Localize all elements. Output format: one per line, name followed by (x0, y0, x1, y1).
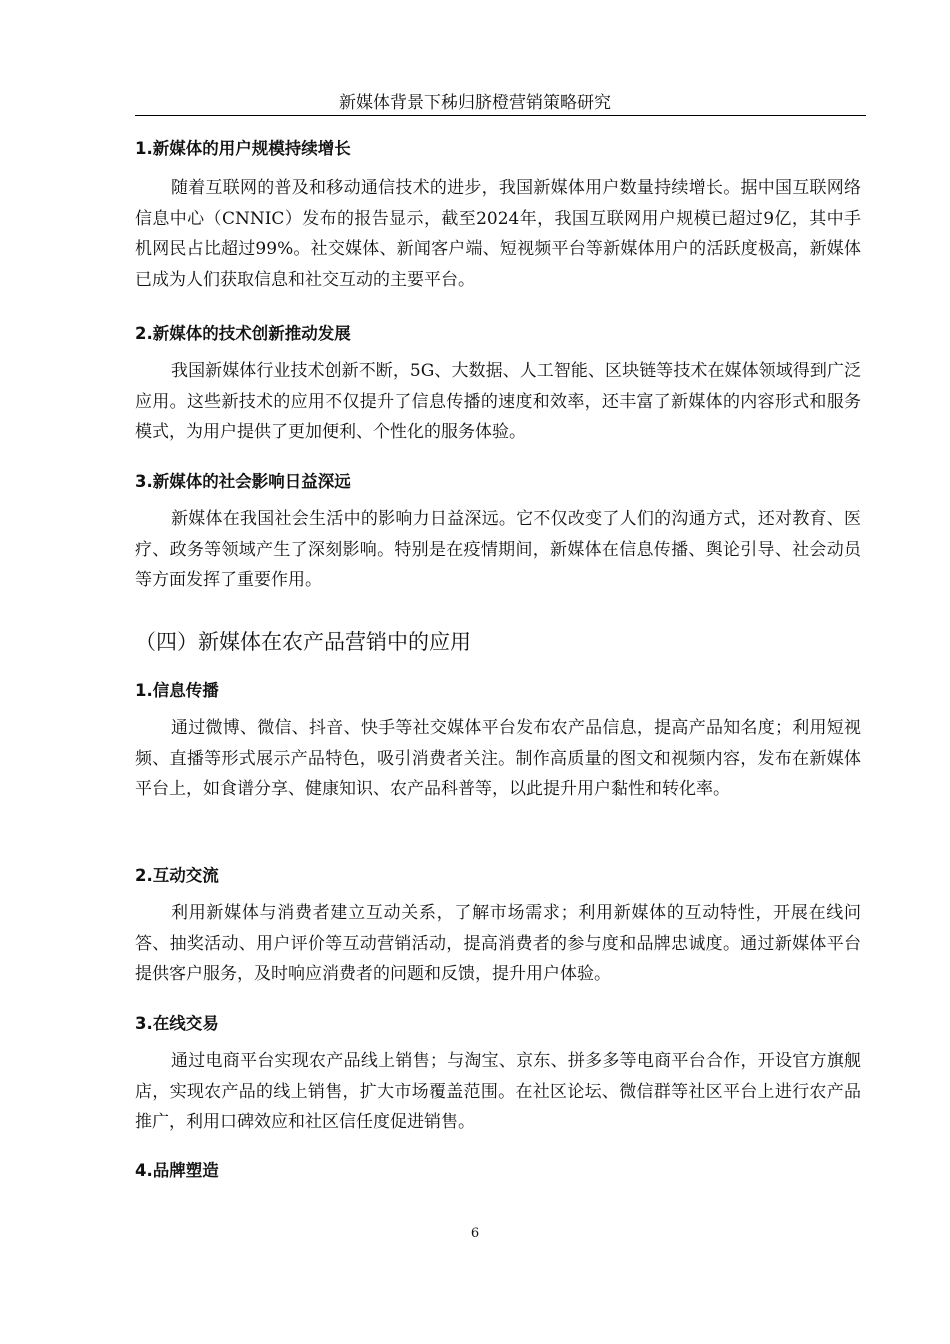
page-number: 6 (470, 1226, 480, 1241)
chapter-heading: （四）新媒体在农产品营销中的应用 (135, 630, 471, 654)
paragraph-online-trade: 通过电商平台实现农产品线上销售；与淘宝、京东、拼多多等电商平台合作，开设官方旗舰店，实现农产品的线上销售，扩大市场覆盖范围。在社区论坛、微信群等社区平台上进行农产品推广，利用口碑效应和社区信任度促进销售。 (135, 1051, 861, 1133)
section-heading-brand-building: 4.品牌塑造 (135, 1161, 219, 1180)
paragraph-user-scale: 随着互联网的普及和移动通信技术的进步，我国新媒体用户数量持续增长。据中国互联网络信息中心（CNNIC）发布的报告显示，截至2024年，我国互联网用户规模已超过9亿，其中手机网民占比超过99%。社交媒体、新闻客户端、短视频平台等新媒体用户的活跃度极高，新媒体已成为人们获取信息和社交互动的主要平台。 (135, 178, 861, 291)
header-divider (135, 115, 866, 116)
paragraph-interaction: 利用新媒体与消费者建立互动关系，了解市场需求；利用新媒体的互动特性，开展在线问答、抽奖活动、用户评价等互动营销活动，提高消费者的参与度和品牌忠诚度。通过新媒体平台提供客户服务，及时响应消费者的问题和反馈，提升用户体验。 (135, 903, 861, 985)
paragraph-social-impact: 新媒体在我国社会生活中的影响力日益深远。它不仅改变了人们的沟通方式，还对教育、医疗、政务等领域产生了深刻影响。特别是在疫情期间，新媒体在信息传播、舆论引导、社会动员等方面发挥了重要作用。 (135, 509, 861, 591)
section-heading-user-scale: 1.新媒体的用户规模持续增长 (135, 139, 351, 158)
paragraph-info-spread: 通过微博、微信、抖音、快手等社交媒体平台发布农产品信息，提高产品知名度；利用短视频、直播等形式展示产品特色，吸引消费者关注。制作高质量的图文和视频内容，发布在新媒体平台上，如食谱分享、健康知识、农产品科普等，以此提升用户黏性和转化率。 (135, 718, 861, 800)
section-heading-social-impact: 3.新媒体的社会影响日益深远 (135, 472, 351, 491)
section-heading-interaction: 2.互动交流 (135, 866, 219, 885)
section-heading-tech-innovation: 2.新媒体的技术创新推动发展 (135, 324, 351, 343)
paragraph-tech-innovation: 我国新媒体行业技术创新不断，5G、大数据、人工智能、区块链等技术在媒体领域得到广泛应用。这些新技术的应用不仅提升了信息传播的速度和效率，还丰富了新媒体的内容形式和服务模式，为用户提供了更加便利、个性化的服务体验。 (135, 361, 861, 443)
running-header-title: 新媒体背景下秭归脐橙营销策略研究 (339, 93, 611, 113)
section-heading-info-spread: 1.信息传播 (135, 681, 219, 700)
section-heading-online-trade: 3.在线交易 (135, 1014, 219, 1033)
